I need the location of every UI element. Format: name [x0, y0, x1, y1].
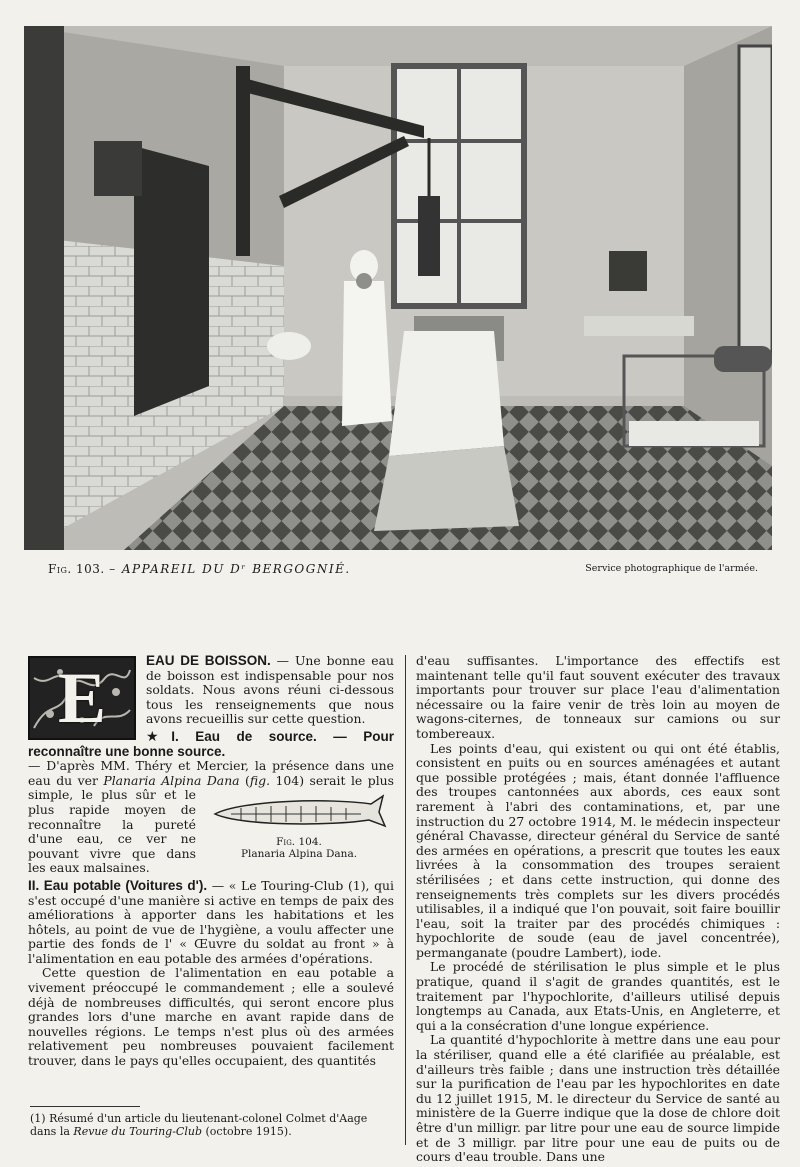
section1-paragraph	[28, 759, 394, 876]
right-paragraph-2: Les points d'eau, qui existent ou qui ont été établis, consistent en puits ou en sources aménagées et autant que possible protégées ; mais, étant donnée l'affluence des troupes cantonnées aux abords, ces eaux sont rarement à l'abri des contaminations, et, par une instruction du 27 octobre 1914, M. le médecin inspecteur général Chavasse, directeur général du Service de santé des armées en opérations, a prescrit que toutes les eaux livrées à la consommation des troupes seraient stérilisées ; et dans cette instruction, qui donne des renseignements très complets sur les divers procédés utilisables, il a indiqué que l'on pouvait, soit faire bouillir l'eau, soit la traiter par des procédés chimiques : hypochlorite de soude (eau de javel concentrée), permanganate (poudre Lambert), iode.	[416, 740, 780, 960]
footnote-rule	[30, 1106, 140, 1107]
right-paragraph-1: d'eau suffisantes. L'importance des effectifs est maintenant telle qu'il faut souvent exécuter des travaux importants pour trouver sur place l'eau d'alimentation nécessaire ou la faire venir de très loin au moyen de wagons-citernes, de tonneaux sur camions ou sur tombereaux.	[416, 653, 780, 741]
photo-illustration	[24, 26, 772, 550]
figure-103-label	[48, 562, 351, 576]
doorway	[134, 146, 209, 416]
column-divider	[405, 655, 406, 1145]
section1-text-a: — D'après MM. Théry et Mercier, la présence dans une eau du ver	[28, 758, 394, 788]
figure-104-number: Fig. 104.	[276, 835, 322, 848]
figure-number: Fig. 103.	[48, 562, 105, 576]
section1-title: I. Eau de source. — Pour reconnaître une bonne source.	[28, 728, 394, 759]
column-left	[28, 654, 394, 1069]
footnote	[30, 1112, 396, 1138]
drop-cap-letter: E	[57, 658, 107, 738]
right-paragraph-4: La quantité d'hypochlorite à mettre dans une eau pour la stériliser, quand elle a été clarifiée au préalable, est d'ailleurs très faible ; dans une instruction très détaillée sur la purification de l'eau par les hypochlorites en date du 12 juillet 1915, M. le directeur du Service de santé au ministère de la Guerre indique que la dose de chlore doit être d'un milligr. par litre pour une eau de source limpide et de 3 milligr. par litre pour une eau de puits ou de cours d'eau trouble. Dans une	[416, 1032, 780, 1165]
figure-caption	[48, 560, 758, 580]
section1-text-c: 104) serait le plus simple, le plus sûr et le plus rapide moyen de reconnaître la pureté d'une eau, ce ver ne pouvant vivre que dans les eaux malsaines.	[28, 772, 394, 876]
section2-text: — « Le Touring-Club (1), qui s'est occupé d'une manière si active en temps de paix des améliorations à apporter dans les habitations et les hôtels, au point de vue de l'hygiène, a voulu affecter une partie des fonds de l' « Œuvre du soldat au front » à l'alimentation en eau potable des armées d'opérations.	[28, 877, 394, 966]
figure-title: – APPAREIL DU Dʳ BERGOGNIÉ.	[109, 562, 351, 576]
examination-table	[389, 331, 504, 456]
footnote-journal: Revue du Touring-Club	[73, 1125, 202, 1138]
column-right	[416, 654, 780, 1165]
figure-reference: fig.	[249, 772, 271, 788]
section2-title: II. Eau potable (Voitures d').	[28, 877, 208, 893]
drop-cap-ornament	[28, 656, 136, 740]
section2-paragraph	[28, 879, 394, 967]
section2-paragraph-2: Cette question de l'alimentation en eau potable a vivement préoccupé le commandement ; elle a soulevé déjà de nombreuses difficultés, qui seront encore plus grandes lors d'une marche en avant rapide dans de nouvelles régions. Le temps n'est plus où des armées relativement peu nombreuses pouvaient facilement trouver, dans le pays qu'elles occupaient, des quantités	[28, 965, 394, 1069]
right-paragraph-3: Le procédé de stérilisation le plus simple et le plus pratique, quand il s'agit de grandes quantités, est le traitement par l'hypochlorite, d'ailleurs utilisé depuis longtemps au Canada, aux Etats-Unis, en Angleterre, et qui a la consécration d'une longue expérience.	[416, 959, 780, 1033]
figure-104-caption: Planaria Alpina Dana.	[240, 847, 358, 860]
section1-text-b: (	[239, 772, 250, 788]
photo-credit: Service photographique de l'armée.	[585, 563, 758, 574]
footnote-text-a: (1) Résumé d'un article du lieutenant-colonel Colmet d'Aage dans la	[30, 1112, 368, 1138]
article-heading: EAU DE BOISSON.	[146, 653, 271, 668]
nurse	[342, 281, 392, 426]
footnote-text-b: (octobre 1915).	[202, 1125, 292, 1138]
figure-104	[204, 792, 394, 862]
species-name: Planaria Alpina Dana	[103, 772, 240, 788]
figure-103-photo	[24, 26, 772, 550]
lamp-apparatus	[418, 196, 440, 276]
planaria-worm-illustration	[211, 792, 387, 832]
star-icon: ★	[146, 728, 172, 745]
intro-text: — Une bonne eau de boisson est indispensable pour nos soldats. Nous avons réuni ci-dessous tous les renseignements que nous avons recueillis sur cette question.	[146, 653, 394, 727]
